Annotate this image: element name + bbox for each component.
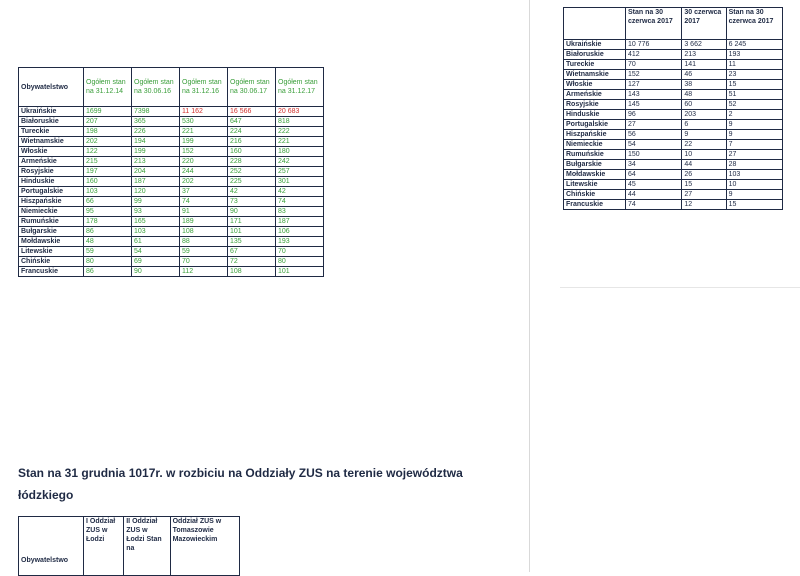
table-row: [19, 157, 324, 167]
table-row: [19, 107, 324, 117]
table-row: [564, 140, 783, 150]
value-cell: 108: [228, 267, 276, 277]
value-cell: 178: [84, 217, 132, 227]
value-cell: 2: [726, 110, 782, 120]
value-cell: 152: [180, 147, 228, 157]
value-cell: 54: [132, 247, 180, 257]
country-cell: Rumuńskie: [564, 150, 626, 160]
value-cell: 73: [228, 197, 276, 207]
value-cell: 165: [132, 217, 180, 227]
value-cell: 202: [84, 137, 132, 147]
value-cell: 45: [626, 180, 682, 190]
value-cell: 103: [132, 227, 180, 237]
table-row: [564, 150, 783, 160]
citizenship-totals-table: [18, 67, 324, 277]
value-cell: 60: [682, 100, 726, 110]
value-cell: 207: [84, 117, 132, 127]
table-row: [19, 167, 324, 177]
value-cell: 145: [626, 100, 682, 110]
table-row: [19, 117, 324, 127]
column-header: II Oddział ZUS w Łodzi Stan na: [124, 517, 170, 576]
value-cell: 23: [726, 70, 782, 80]
value-cell: 106: [276, 227, 324, 237]
value-cell: 80: [276, 257, 324, 267]
column-header: Ogółem stan na 31.12.16: [180, 68, 228, 107]
value-cell: 28: [726, 160, 782, 170]
table-header-row: [19, 68, 324, 107]
value-cell: 135: [228, 237, 276, 247]
table-row: [564, 130, 783, 140]
country-cell: Hiszpańskie: [564, 130, 626, 140]
value-cell: 34: [626, 160, 682, 170]
value-cell: 69: [132, 257, 180, 267]
value-cell: 143: [626, 90, 682, 100]
column-header: Ogółem stan na 30.06.16: [132, 68, 180, 107]
value-cell: 818: [276, 117, 324, 127]
value-cell: 221: [180, 127, 228, 137]
value-cell: 198: [84, 127, 132, 137]
value-cell: 108: [180, 227, 228, 237]
table-row: [564, 200, 783, 210]
value-cell: 67: [228, 247, 276, 257]
value-cell: 44: [682, 160, 726, 170]
column-header: Ogółem stan na 31.12.17: [276, 68, 324, 107]
value-cell: 224: [228, 127, 276, 137]
table-row: [19, 127, 324, 137]
value-cell: 10: [726, 180, 782, 190]
value-cell: 10 776: [626, 40, 682, 50]
value-cell: 6: [682, 120, 726, 130]
value-cell: 74: [626, 200, 682, 210]
table-row: [564, 40, 783, 50]
country-cell: Włoskie: [19, 147, 84, 157]
table-row: [19, 247, 324, 257]
value-cell: 252: [228, 167, 276, 177]
value-cell: 70: [276, 247, 324, 257]
value-cell: 72: [228, 257, 276, 267]
table-row: [19, 257, 324, 267]
country-cell: Rumuńskie: [19, 217, 84, 227]
value-cell: 80: [84, 257, 132, 267]
value-cell: 90: [132, 267, 180, 277]
value-cell: 88: [180, 237, 228, 247]
column-header: Oddział ZUS w Tomaszowie Mazowieckim: [170, 517, 239, 576]
value-cell: 59: [84, 247, 132, 257]
value-cell: 70: [180, 257, 228, 267]
country-cell: Mołdawskie: [19, 237, 84, 247]
value-cell: 215: [84, 157, 132, 167]
value-cell: 120: [132, 187, 180, 197]
column-header-first: Obywatelstwo: [19, 68, 84, 107]
value-cell: 204: [132, 167, 180, 177]
column-header: I Oddział ZUS w Łodzi: [84, 517, 124, 576]
value-cell: 6 245: [726, 40, 782, 50]
country-cell: Armeńskie: [19, 157, 84, 167]
country-cell: Bułgarskie: [19, 227, 84, 237]
table-row: [19, 137, 324, 147]
value-cell: 90: [228, 207, 276, 217]
country-cell: Białoruskie: [19, 117, 84, 127]
country-cell: Armeńskie: [564, 90, 626, 100]
value-cell: 160: [228, 147, 276, 157]
value-cell: 46: [682, 70, 726, 80]
table-row: [564, 110, 783, 120]
column-header: Stan na 30 czerwca 2017: [726, 8, 782, 40]
value-cell: 202: [180, 177, 228, 187]
table-row: [564, 170, 783, 180]
country-cell: Francuskie: [19, 267, 84, 277]
country-cell: Niemieckie: [564, 140, 626, 150]
value-cell: 1699: [84, 107, 132, 117]
table-header-row: [564, 8, 783, 40]
value-cell: 74: [180, 197, 228, 207]
section-heading: Stan na 31 grudnia 1017r. w rozbiciu na Oddziały ZUS na terenie województwa łódzkiego: [18, 466, 463, 502]
value-cell: 199: [180, 137, 228, 147]
country-cell: Portugalskie: [19, 187, 84, 197]
value-cell: 187: [132, 177, 180, 187]
value-cell: 180: [276, 147, 324, 157]
value-cell: 83: [276, 207, 324, 217]
value-cell: 222: [276, 127, 324, 137]
column-header: Stan na 30 czerwca 2017: [626, 8, 682, 40]
value-cell: 22: [682, 140, 726, 150]
country-cell: Bułgarskie: [564, 160, 626, 170]
value-cell: 9: [682, 130, 726, 140]
value-cell: 54: [626, 140, 682, 150]
table-row: [19, 177, 324, 187]
value-cell: 647: [228, 117, 276, 127]
page-separator: [529, 0, 530, 572]
value-cell: 213: [132, 157, 180, 167]
country-cell: Włoskie: [564, 80, 626, 90]
value-cell: 171: [228, 217, 276, 227]
table-row: [564, 190, 783, 200]
value-cell: 221: [276, 137, 324, 147]
value-cell: 3 662: [682, 40, 726, 50]
value-cell: 15: [726, 80, 782, 90]
value-cell: 95: [84, 207, 132, 217]
table-row: [564, 180, 783, 190]
country-cell: Niemieckie: [19, 207, 84, 217]
table-row: [19, 267, 324, 277]
value-cell: 101: [276, 267, 324, 277]
table-row: [19, 227, 324, 237]
value-cell: 16 566: [228, 107, 276, 117]
value-cell: 37: [180, 187, 228, 197]
value-cell: 9: [726, 120, 782, 130]
value-cell: 127: [626, 80, 682, 90]
value-cell: 27: [682, 190, 726, 200]
value-cell: 216: [228, 137, 276, 147]
value-cell: 48: [682, 90, 726, 100]
country-cell: Mołdawskie: [564, 170, 626, 180]
country-cell: Białoruskie: [564, 50, 626, 60]
country-cell: Portugalskie: [564, 120, 626, 130]
table-header-row: [19, 517, 240, 576]
value-cell: 244: [180, 167, 228, 177]
table-row: [564, 100, 783, 110]
value-cell: 86: [84, 227, 132, 237]
value-cell: 10: [682, 150, 726, 160]
country-cell: Ukraińskie: [19, 107, 84, 117]
country-cell: Chińskie: [564, 190, 626, 200]
value-cell: 141: [682, 60, 726, 70]
value-cell: 103: [726, 170, 782, 180]
table-row: [564, 50, 783, 60]
value-cell: 42: [228, 187, 276, 197]
column-header-first: [564, 8, 626, 40]
country-cell: Hinduskie: [564, 110, 626, 120]
value-cell: 7: [726, 140, 782, 150]
value-cell: 193: [726, 50, 782, 60]
table-row: [564, 80, 783, 90]
value-cell: 365: [132, 117, 180, 127]
value-cell: 64: [626, 170, 682, 180]
table-row: [19, 207, 324, 217]
country-cell: Ukraińskie: [564, 40, 626, 50]
country-cell: Litewskie: [564, 180, 626, 190]
value-cell: 20 683: [276, 107, 324, 117]
value-cell: 7398: [132, 107, 180, 117]
country-cell: Hiszpańskie: [19, 197, 84, 207]
value-cell: 193: [276, 237, 324, 247]
value-cell: 9: [726, 130, 782, 140]
value-cell: 122: [84, 147, 132, 157]
value-cell: 70: [626, 60, 682, 70]
value-cell: 152: [626, 70, 682, 80]
value-cell: 228: [228, 157, 276, 167]
value-cell: 213: [682, 50, 726, 60]
value-cell: 199: [132, 147, 180, 157]
value-cell: 412: [626, 50, 682, 60]
country-cell: Hinduskie: [19, 177, 84, 187]
country-cell: Tureckie: [564, 60, 626, 70]
value-cell: 226: [132, 127, 180, 137]
table-row: [564, 70, 783, 80]
zus-branches-table: [18, 516, 240, 576]
country-cell: Chińskie: [19, 257, 84, 267]
value-cell: 86: [84, 267, 132, 277]
table-row: [19, 187, 324, 197]
value-cell: 160: [84, 177, 132, 187]
value-cell: 530: [180, 117, 228, 127]
value-cell: 51: [726, 90, 782, 100]
value-cell: 225: [228, 177, 276, 187]
value-cell: 27: [726, 150, 782, 160]
value-cell: 66: [84, 197, 132, 207]
value-cell: 26: [682, 170, 726, 180]
table-row: [564, 60, 783, 70]
page-break-rule: [560, 287, 800, 288]
value-cell: 150: [626, 150, 682, 160]
column-header: 30 czerwca 2017: [682, 8, 726, 40]
table-row: [19, 147, 324, 157]
country-cell: Rosyjskie: [19, 167, 84, 177]
value-cell: 9: [726, 190, 782, 200]
value-cell: 15: [726, 200, 782, 210]
value-cell: 91: [180, 207, 228, 217]
value-cell: 99: [132, 197, 180, 207]
value-cell: 103: [84, 187, 132, 197]
table-row: [19, 197, 324, 207]
value-cell: 59: [180, 247, 228, 257]
value-cell: 242: [276, 157, 324, 167]
table-row: [564, 120, 783, 130]
country-cell: Tureckie: [19, 127, 84, 137]
value-cell: 220: [180, 157, 228, 167]
value-cell: 38: [682, 80, 726, 90]
country-cell: Wietnamskie: [19, 137, 84, 147]
value-cell: 194: [132, 137, 180, 147]
value-cell: 197: [84, 167, 132, 177]
column-header: Ogółem stan na 30.06.17: [228, 68, 276, 107]
table-row: [564, 90, 783, 100]
value-cell: 189: [180, 217, 228, 227]
value-cell: 301: [276, 177, 324, 187]
value-cell: 11: [726, 60, 782, 70]
country-cell: Rosyjskie: [564, 100, 626, 110]
column-header-first: Obywatelstwo: [19, 517, 84, 576]
column-header: Ogółem stan na 31.12.14: [84, 68, 132, 107]
value-cell: 52: [726, 100, 782, 110]
value-cell: 187: [276, 217, 324, 227]
value-cell: 15: [682, 180, 726, 190]
country-cell: Francuskie: [564, 200, 626, 210]
value-cell: 257: [276, 167, 324, 177]
value-cell: 42: [276, 187, 324, 197]
value-cell: 48: [84, 237, 132, 247]
value-cell: 112: [180, 267, 228, 277]
table-row: [19, 217, 324, 227]
june-2017-table: [563, 7, 783, 210]
table-row: [19, 237, 324, 247]
country-cell: Litewskie: [19, 247, 84, 257]
value-cell: 61: [132, 237, 180, 247]
value-cell: 44: [626, 190, 682, 200]
value-cell: 11 162: [180, 107, 228, 117]
value-cell: 56: [626, 130, 682, 140]
country-cell: Wietnamskie: [564, 70, 626, 80]
value-cell: 93: [132, 207, 180, 217]
value-cell: 101: [228, 227, 276, 237]
value-cell: 96: [626, 110, 682, 120]
value-cell: 27: [626, 120, 682, 130]
value-cell: 74: [276, 197, 324, 207]
value-cell: 12: [682, 200, 726, 210]
table-row: [564, 160, 783, 170]
value-cell: 203: [682, 110, 726, 120]
